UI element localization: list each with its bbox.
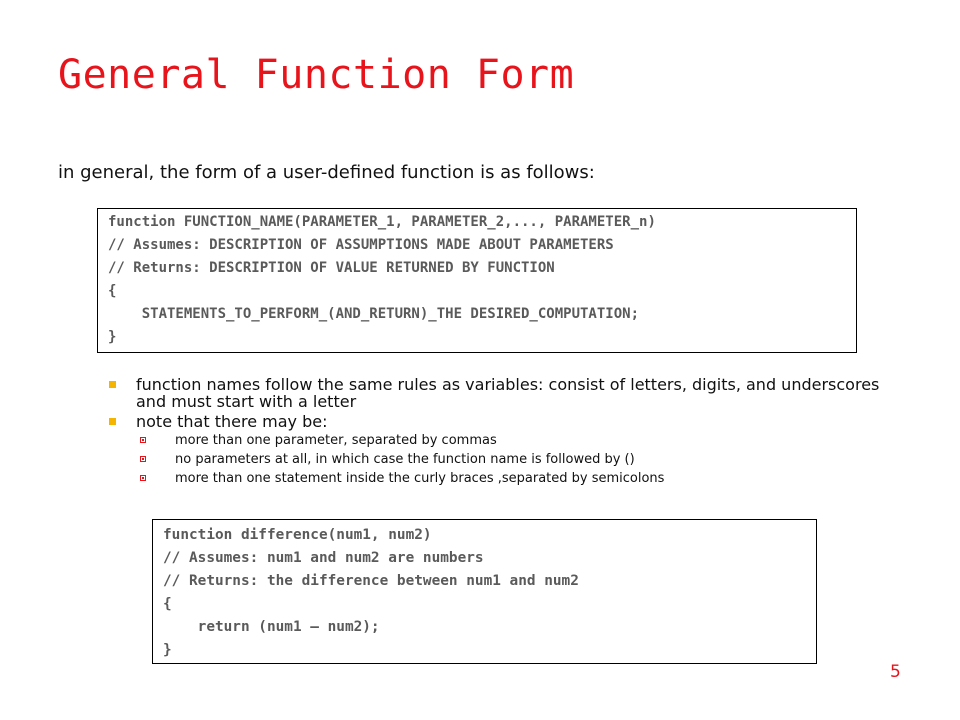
bullet-text: function names follow the same rules as variables: consist of letters, digits, and underscores and must start with a letter [136,375,880,411]
hollow-square-bullet-icon [140,475,146,481]
code-line: } [108,329,117,345]
page-number: 5 [890,662,901,682]
code-line: // Assumes: num1 and num2 are numbers [163,550,484,566]
sub-bullet-text: no parameters at all, in which case the function name is followed by () [175,452,635,467]
bullet-list [107,376,907,487]
sub-bullet-text: more than one parameter, separated by commas [175,433,497,448]
bullet-item [107,413,907,430]
example-code-box [152,519,817,664]
slide-title: General Function Form [58,52,575,98]
bullet-item [107,376,907,410]
code-line: // Assumes: DESCRIPTION OF ASSUMPTIONS MADE ABOUT PARAMETERS [108,237,614,253]
sub-bullet-item [107,433,907,449]
sub-bullet-item [107,452,907,468]
square-bullet-icon [109,381,116,388]
hollow-square-bullet-icon [140,456,146,462]
code-line: } [163,642,172,658]
code-line: function FUNCTION_NAME(PARAMETER_1, PARAMETER_2,..., PARAMETER_n) [108,214,656,230]
square-bullet-icon [109,418,116,425]
code-line: // Returns: the difference between num1 and num2 [163,573,579,589]
sub-bullet-text: more than one statement inside the curly braces ,separated by semicolons [175,471,665,486]
intro-text: in general, the form of a user-defined function is as follows: [58,162,595,183]
sub-bullet-item [107,471,907,487]
code-line: { [163,596,172,612]
code-line: function difference(num1, num2) [163,527,432,543]
code-line: { [108,283,117,299]
template-code-box [97,208,857,353]
code-line: STATEMENTS_TO_PERFORM_(AND_RETURN)_THE DESIRED_COMPUTATION; [108,306,640,322]
bullet-text: note that there may be: [136,412,328,431]
code-line: return (num1 – num2); [163,619,380,635]
hollow-square-bullet-icon [140,437,146,443]
code-line: // Returns: DESCRIPTION OF VALUE RETURNED BY FUNCTION [108,260,555,276]
